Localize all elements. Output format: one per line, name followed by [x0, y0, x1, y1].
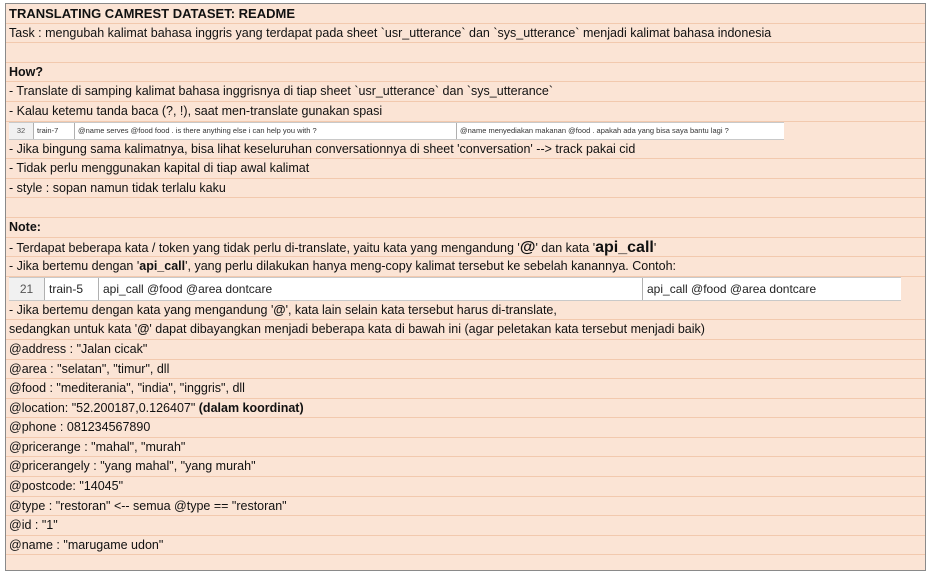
note-text: ' dapat dibayangkan menjadi beberapa kata di bawah ini (agar peletakan kata tersebut menjadi baik) — [149, 322, 705, 337]
example-screenshot-api-call — [9, 277, 901, 301]
readme-title: TRANSLATING CAMREST DATASET: README — [9, 6, 295, 21]
empty-row[interactable] — [6, 43, 925, 63]
note-text: ', kata lain selain kata tersebut harus di-translate, — [285, 302, 557, 317]
at-symbol-text: @ — [273, 302, 286, 317]
note-text: - Terdapat beberapa kata / token yang tidak perlu di-translate, yaitu kata yang mengandung ' — [9, 240, 520, 255]
note-text: - Jika bertemu dengan kata yang mengandung ' — [9, 302, 274, 317]
note-text: - Jika bertemu dengan ' — [9, 259, 140, 274]
how-item-row[interactable] — [6, 102, 925, 122]
placeholder-note: (dalam koordinat) — [198, 400, 304, 415]
placeholder-text: @location: "52.200187,0.126407" — [9, 400, 199, 415]
note-line-row[interactable] — [6, 238, 925, 258]
how-item-text: - Tidak perlu menggunakan kapital di tiap awal kalimat — [9, 161, 310, 176]
how-heading: How? — [9, 64, 44, 79]
placeholder-area-row[interactable] — [6, 360, 925, 380]
task-text: Task : mengubah kalimat bahasa inggris yang terdapat pada sheet `usr_utterance` dan `sys_utterance` menjadi kalimat bahasa indonesia — [9, 25, 772, 40]
placeholder-text: @area : "selatan", "timur", dll — [9, 361, 170, 376]
at-symbol-text: @ — [137, 322, 150, 337]
placeholder-text: @food : "mediterania", "india", "inggris", dll — [9, 381, 245, 396]
how-item-text: - Kalau ketemu tanda baca (?, !), saat men-translate gunakan spasi — [9, 103, 383, 118]
api-call-text: api_call — [139, 259, 186, 274]
example-english-text: @name serves @food food . is there anything else i can help you with ? — [75, 123, 457, 139]
placeholder-food-row[interactable] — [6, 379, 925, 399]
placeholder-pricerange-row[interactable] — [6, 438, 925, 458]
note-line-row[interactable] — [6, 320, 925, 340]
placeholder-text: @type : "restoran" <-- semua @type == "restoran" — [9, 498, 287, 513]
title-row[interactable] — [6, 4, 925, 24]
placeholder-text: @pricerangely : "yang mahal", "yang murah" — [9, 459, 256, 474]
example-indonesian-text: @name menyediakan makanan @food . apakah ada yang bisa saya bantu lagi ? — [460, 125, 729, 135]
how-item-text: - Translate di samping kalimat bahasa inggrisnya di tiap sheet `usr_utterance` dan `sys_utterance` — [9, 84, 554, 99]
placeholder-location-row[interactable] — [6, 399, 925, 419]
how-item-row[interactable] — [6, 82, 925, 102]
note-heading: Note: — [9, 219, 41, 234]
example-english-text: api_call @food @area dontcare — [99, 278, 643, 300]
placeholder-pricerangely-row[interactable] — [6, 457, 925, 477]
how-heading-row[interactable] — [6, 63, 925, 83]
note-line-row[interactable] — [6, 301, 925, 321]
placeholder-address-row[interactable] — [6, 340, 925, 360]
example-indonesian-text: api_call @food @area dontcare — [647, 281, 817, 296]
note-heading-row[interactable] — [6, 218, 925, 238]
example-row-number: 32 — [9, 123, 34, 139]
example-row-number: 21 — [9, 278, 45, 300]
readme-sheet — [5, 3, 926, 571]
how-item-row[interactable] — [6, 159, 925, 179]
placeholder-text: @address : "Jalan cicak" — [9, 341, 148, 356]
note-text: ' dan kata ' — [535, 240, 596, 255]
placeholder-text: @postcode: "14045" — [9, 479, 124, 494]
empty-row[interactable] — [6, 198, 925, 218]
placeholder-postcode-row[interactable] — [6, 477, 925, 497]
placeholder-name-row[interactable] — [6, 536, 925, 556]
example-dialogue-id: train-5 — [45, 278, 99, 300]
placeholder-text: @name : "marugame udon" — [9, 537, 164, 552]
placeholder-phone-row[interactable] — [6, 418, 925, 438]
note-text: sedangkan untuk kata ' — [9, 322, 138, 337]
example-dialogue-id: train-7 — [34, 123, 75, 139]
api-call-text: api_call — [595, 238, 654, 256]
placeholder-text: @pricerange : "mahal", "murah" — [9, 439, 186, 454]
note-text: ', yang perlu dilakukan hanya meng-copy kalimat tersebut ke sebelah kanannya. Contoh: — [185, 259, 677, 274]
placeholder-type-row[interactable] — [6, 497, 925, 517]
how-item-text: - Jika bingung sama kalimatnya, bisa lihat keseluruhan conversationnya di sheet 'conversation' --> track pakai cid — [9, 141, 636, 156]
placeholder-text: @phone : 081234567890 — [9, 420, 151, 435]
task-row[interactable] — [6, 24, 925, 44]
at-symbol-text: @ — [519, 238, 536, 256]
how-item-row[interactable] — [6, 140, 925, 160]
note-line-row[interactable] — [6, 257, 925, 277]
how-item-row[interactable] — [6, 179, 925, 199]
placeholder-text: @id : "1" — [9, 518, 58, 533]
how-item-text: - style : sopan namun tidak terlalu kaku — [9, 180, 226, 195]
note-text: ' — [653, 240, 657, 255]
example-screenshot-punctuation — [9, 122, 784, 140]
placeholder-id-row[interactable] — [6, 516, 925, 536]
